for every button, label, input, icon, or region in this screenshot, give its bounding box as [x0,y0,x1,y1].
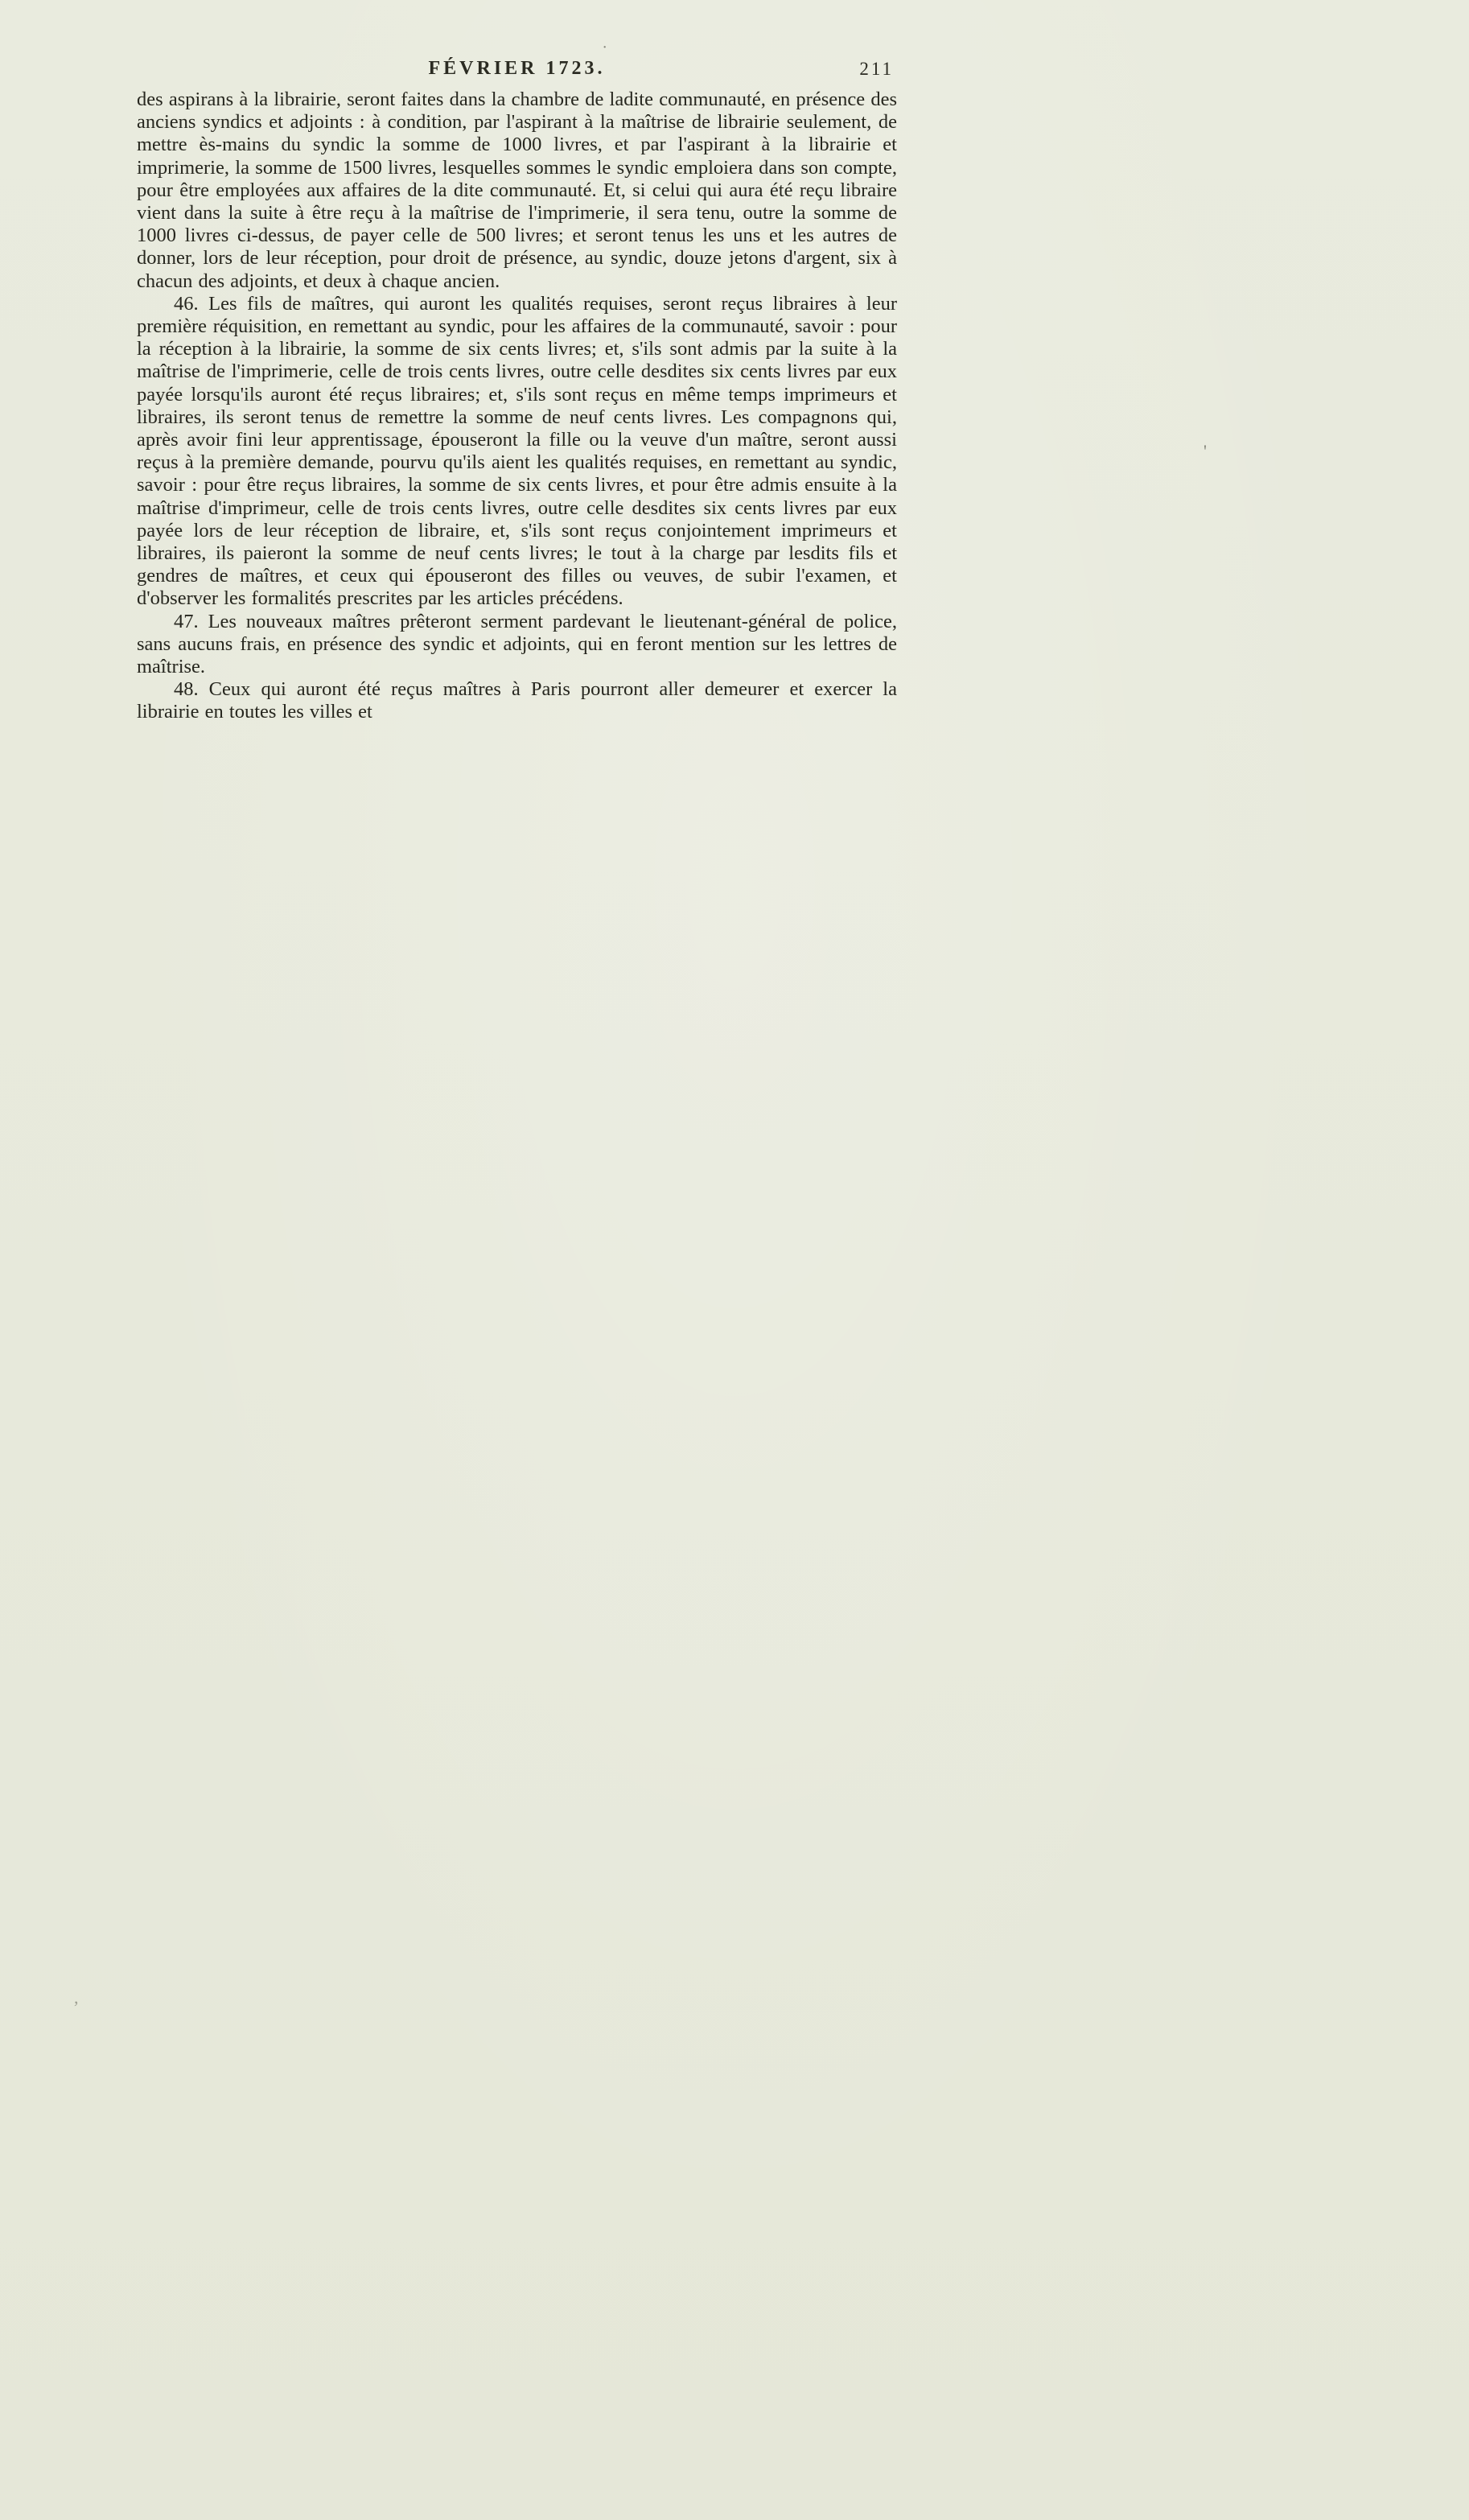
scan-speck-top: ˙ [602,42,608,62]
scan-speck-left-margin: , [74,1987,79,2007]
paragraph-continuation-article-45: des aspirans à la librairie, seront faites dans la chambre de ladite communauté, en présence des anciens syndics et adjoints : à condition, par l'aspirant à la maîtrise de librairie seulement, de mettre ès-mains du syndic la somme de 1000 livres, et par l'aspirant à la librairie et imprimerie, la somme de 1500 livres, lesquelles sommes le syndic emploiera dans son compte, pour être employées aux affaires de la dite communauté. Et, si celui qui aura été reçu libraire vient dans la suite à être reçu à la maîtrise de l'imprimerie, il sera tenu, outre la somme de 1000 livres ci-dessus, de payer celle de 500 livres; et seront tenus les uns et les autres de donner, lors de leur réception, pour droit de présence, au syndic, douze jetons d'argent, six à chacun des adjoints, et deux à chaque ancien. [137,89,897,292]
paragraph-article-48: 48. Ceux qui auront été reçus maîtres à Paris pourront aller demeurer et exercer la librairie en toutes les villes et [137,678,897,723]
scan-speck-right-margin: ' [1204,441,1207,461]
running-title: FÉVRIER 1723. [428,58,606,79]
page-number: 211 [859,59,894,79]
page-header [137,58,897,85]
paragraph-article-46: 46. Les fils de maîtres, qui auront les qualités requises, seront reçus libraires à leur première réquisition, en remettant au syndic, pour les affaires de la communauté, savoir : pour la réception à la librairie, la somme de six cents livres; et, s'ils sont admis par la suite à la maîtrise de l'imprimerie, celle de trois cents livres, outre celle desdites six cents livres par eux payée lorsqu'ils auront été reçus libraires; et, s'ils sont reçus en même temps imprimeurs et libraires, ils seront tenus de remettre la somme de neuf cents livres. Les compagnons qui, après avoir fini leur apprentissage, épouseront la fille ou la veuve d'un maître, seront aussi reçus à la première demande, pourvu qu'ils aient les qualités requises, en remettant au syndic, savoir : pour être reçus libraires, la somme de six cents livres, et pour être admis ensuite à la maîtrise d'imprimeur, celle de trois cents livres, outre celle desdites six cents livres par eux payée lors de leur réception de libraire, et, s'ils sont reçus conjointement imprimeurs et libraires, ils paieront la somme de neuf cents livres; le tout à la charge par lesdits fils et gendres de maîtres, et ceux qui épouseront des filles ou veuves, de subir l'examen, et d'observer les formalités prescrites par les articles précédens. [137,292,897,610]
paragraph-article-47: 47. Les nouveaux maîtres prêteront serment pardevant le lieutenant-général de police, sans aucuns frais, en présence des syndic et adjoints, qui en feront mention sur les lettres de maîtrise. [137,610,897,678]
text-block [137,89,897,724]
